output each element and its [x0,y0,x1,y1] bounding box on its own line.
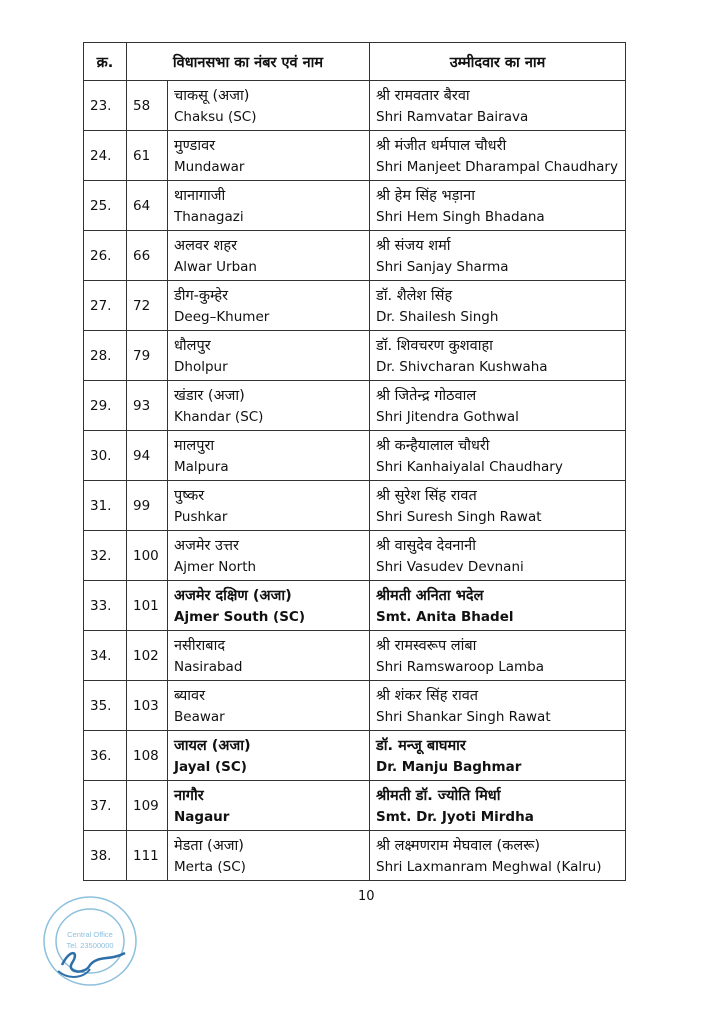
serial-number: 24. [84,131,127,181]
table-row [84,331,626,381]
candidate-hindi: श्रीमती डॉ. ज्योति मिर्धा [376,787,501,804]
constituency-number: 79 [127,331,168,381]
candidate-english: Shri Hem Singh Bhadana [376,208,545,225]
constituency-hindi: मालपुरा [174,437,215,454]
candidate-hindi: श्री वासुदेव देवनानी [376,537,476,554]
candidate-table [83,42,626,881]
constituency-number: 109 [127,781,168,831]
constituency-name [168,681,370,731]
candidate-hindi: डॉ. शिवचरण कुशवाहा [376,337,493,354]
constituency-english: Beawar [174,708,225,725]
constituency-english: Deeg–Khumer [174,308,270,325]
serial-number: 26. [84,231,127,281]
candidate-english: Shri Vasudev Devnani [376,558,524,575]
serial-number: 31. [84,481,127,531]
header-candidate: उम्मीदवार का नाम [370,43,626,81]
candidate-english: Shri Kanhaiyalal Chaudhary [376,458,563,475]
constituency-number: 111 [127,831,168,881]
candidate-hindi: श्री हेम सिंह भड़ाना [376,187,475,204]
candidate-name [370,731,626,781]
constituency-number: 58 [127,81,168,131]
candidate-hindi: श्री लक्ष्मणराम मेघवाल (कलरू) [376,837,541,854]
table-row [84,381,626,431]
constituency-hindi: अजमेर दक्षिण (अजा) [174,587,292,604]
constituency-number: 108 [127,731,168,781]
table-row [84,131,626,181]
party-stamp [40,893,140,988]
constituency-number: 103 [127,681,168,731]
constituency-name [168,481,370,531]
candidate-name [370,631,626,681]
constituency-name [168,331,370,381]
table-row [84,531,626,581]
candidate-name [370,131,626,181]
constituency-english: Nagaur [174,808,230,825]
candidate-name [370,181,626,231]
serial-number: 33. [84,581,127,631]
candidate-name [370,281,626,331]
table-row [84,681,626,731]
candidate-english: Smt. Dr. Jyoti Mirdha [376,808,534,825]
table-row [84,281,626,331]
serial-number: 25. [84,181,127,231]
constituency-name [168,731,370,781]
candidate-name [370,531,626,581]
candidate-hindi: श्री सुरेश सिंह रावत [376,487,477,504]
candidate-hindi: डॉ. मन्जू बाघमार [376,737,466,754]
constituency-hindi: जायल (अजा) [174,737,251,754]
candidate-hindi: श्री जितेन्द्र गोठवाल [376,387,477,404]
candidate-hindi: श्री शंकर सिंह रावत [376,687,479,704]
candidate-english: Smt. Anita Bhadel [376,608,514,625]
constituency-name [168,781,370,831]
constituency-name [168,181,370,231]
constituency-hindi: नसीराबाद [174,637,226,654]
constituency-hindi: अलवर शहर [174,237,238,254]
constituency-hindi: धौलपुर [174,337,211,354]
constituency-number: 99 [127,481,168,531]
table-row [84,631,626,681]
constituency-english: Khandar (SC) [174,408,264,425]
constituency-number: 102 [127,631,168,681]
serial-number: 30. [84,431,127,481]
constituency-name [168,581,370,631]
candidate-name [370,381,626,431]
constituency-name [168,381,370,431]
constituency-hindi: अजमेर उत्तर [174,537,239,554]
page-number: 10 [358,889,375,904]
header-serial: क्र. [84,43,127,81]
constituency-number: 101 [127,581,168,631]
serial-number: 29. [84,381,127,431]
candidate-hindi: श्रीमती अनिता भदेल [376,587,484,604]
table-row [84,781,626,831]
constituency-number: 100 [127,531,168,581]
constituency-english: Pushkar [174,508,228,525]
constituency-name [168,81,370,131]
candidate-english: Shri Suresh Singh Rawat [376,508,542,525]
constituency-english: Ajmer North [174,558,257,575]
constituency-english: Jayal (SC) [174,758,247,775]
constituency-english: Thanagazi [174,208,244,225]
constituency-hindi: खंडार (अजा) [174,387,245,404]
candidate-english: Shri Shankar Singh Rawat [376,708,551,725]
svg-text:Tel. 23500000: Tel. 23500000 [66,941,114,950]
table-row [84,231,626,281]
constituency-name [168,631,370,681]
candidate-english: Shri Sanjay Sharma [376,258,509,275]
constituency-english: Merta (SC) [174,858,246,875]
constituency-name [168,281,370,331]
constituency-hindi: पुष्कर [174,487,205,504]
constituency-hindi: नागौर [174,787,204,804]
candidate-english: Dr. Shailesh Singh [376,308,499,325]
constituency-name [168,531,370,581]
serial-number: 36. [84,731,127,781]
serial-number: 23. [84,81,127,131]
candidate-hindi: श्री संजय शर्मा [376,237,451,254]
candidate-name [370,581,626,631]
table-row [84,481,626,531]
serial-number: 34. [84,631,127,681]
constituency-number: 94 [127,431,168,481]
candidate-name [370,81,626,131]
constituency-name [168,431,370,481]
table-row [84,731,626,781]
serial-number: 37. [84,781,127,831]
constituency-hindi: मेडता (अजा) [174,837,244,854]
constituency-english: Nasirabad [174,658,243,675]
constituency-number: 93 [127,381,168,431]
candidate-name [370,681,626,731]
candidate-name [370,781,626,831]
candidate-english: Shri Ramswaroop Lamba [376,658,544,675]
candidate-hindi: श्री रामवतार बैरवा [376,87,470,104]
candidate-name [370,231,626,281]
constituency-english: Chaksu (SC) [174,108,257,125]
svg-text:Central Office: Central Office [67,930,113,939]
constituency-hindi: ब्यावर [174,687,206,704]
constituency-english: Ajmer South (SC) [174,608,305,625]
constituency-english: Dholpur [174,358,228,375]
table-row [84,181,626,231]
candidate-english: Shri Jitendra Gothwal [376,408,519,425]
candidate-name [370,831,626,881]
constituency-name [168,231,370,281]
candidate-hindi: श्री मंजीत धर्मपाल चौधरी [376,137,507,154]
constituency-name [168,131,370,181]
candidate-english: Dr. Shivcharan Kushwaha [376,358,548,375]
table-header [84,43,626,81]
table-row [84,831,626,881]
candidate-name [370,431,626,481]
constituency-hindi: चाकसू (अजा) [174,87,250,104]
candidate-hindi: श्री रामस्वरूप लांबा [376,637,477,654]
constituency-hindi: मुण्डावर [174,137,216,154]
constituency-english: Alwar Urban [174,258,257,275]
serial-number: 38. [84,831,127,881]
candidate-english: Shri Manjeet Dharampal Chaudhary [376,158,618,175]
candidate-name [370,331,626,381]
table-row [84,431,626,481]
table-row [84,81,626,131]
constituency-hindi: थानागाजी [174,187,226,204]
candidate-hindi: डॉ. शैलेश सिंह [376,287,453,304]
constituency-english: Malpura [174,458,229,475]
constituency-english: Mundawar [174,158,245,175]
table-row [84,581,626,631]
candidate-hindi: श्री कन्हैयालाल चौधरी [376,437,490,454]
constituency-number: 61 [127,131,168,181]
candidate-english: Shri Ramvatar Bairava [376,108,529,125]
constituency-number: 66 [127,231,168,281]
candidate-english: Dr. Manju Baghmar [376,758,522,775]
serial-number: 27. [84,281,127,331]
header-constituency: विधानसभा का नंबर एवं नाम [127,43,370,81]
serial-number: 28. [84,331,127,381]
constituency-number: 64 [127,181,168,231]
constituency-name [168,831,370,881]
serial-number: 35. [84,681,127,731]
candidate-name [370,481,626,531]
serial-number: 32. [84,531,127,581]
constituency-number: 72 [127,281,168,331]
candidate-english: Shri Laxmanram Meghwal (Kalru) [376,858,602,875]
constituency-hindi: डीग-कुम्हेर [174,287,229,304]
